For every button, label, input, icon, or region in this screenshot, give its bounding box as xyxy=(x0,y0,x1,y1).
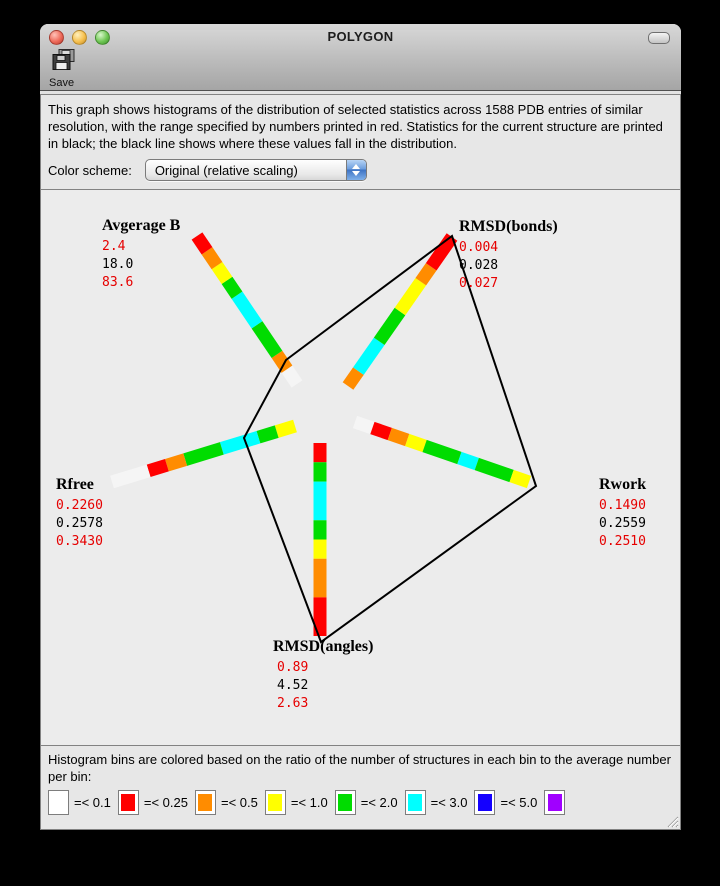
legend-swatch-yellow xyxy=(265,790,286,815)
legend-description: Histogram bins are colored based on the ratio of the number of structures in each bin to the average number per bin: xyxy=(48,752,671,784)
title-bar[interactable] xyxy=(40,24,681,91)
rmsd-bonds-min: 0.004 xyxy=(459,240,499,255)
rmsd-angles-current: 4.52 xyxy=(277,678,309,693)
legend-swatch-blue xyxy=(474,790,495,815)
color-scheme-row xyxy=(41,159,680,181)
rfree-min: 0.2260 xyxy=(56,498,103,513)
legend-item: =< 1.0 xyxy=(265,790,328,815)
legend-item xyxy=(544,790,570,815)
axis-label-rfree: Rfree 0.2260 0.2578 0.3430 xyxy=(56,476,103,549)
rfree-current: 0.2578 xyxy=(56,516,103,531)
axis-label-rmsd-angles: RMSD(angles) 0.89 4.52 2.63 xyxy=(273,638,374,711)
rwork-current: 0.2559 xyxy=(599,516,646,531)
legend-swatch-green xyxy=(335,790,356,815)
description-text: This graph shows histograms of the distribution of selected statistics across 1588 PDB entries of similar resolution, with the range specified by numbers printed in red. Statistics for the current structure are printed in black; the black line shows where these values fall in the distribution. xyxy=(48,102,663,151)
axis-label-average-b: Avgerage B 2.4 18.0 83.6 xyxy=(102,217,181,290)
rfree-max: 0.3430 xyxy=(56,534,103,549)
rwork-min: 0.1490 xyxy=(599,498,646,513)
legend-item: =< 3.0 xyxy=(405,790,468,815)
rmsd-bonds-max: 0.027 xyxy=(459,276,499,291)
resize-grip[interactable] xyxy=(665,814,679,828)
legend-swatch-white xyxy=(48,790,69,815)
dropdown-arrows-icon xyxy=(346,160,366,180)
average-b-current: 18.0 xyxy=(102,257,134,272)
axis-label-rwork: Rwork 0.1490 0.2559 0.2510 xyxy=(599,476,647,549)
legend-swatch-cyan xyxy=(405,790,426,815)
description-panel xyxy=(40,94,681,190)
legend-item: =< 2.0 xyxy=(335,790,398,815)
save-button[interactable] xyxy=(49,49,89,89)
save-button-label: Save xyxy=(49,77,75,89)
color-scheme-label: Color scheme: xyxy=(48,162,132,178)
legend-swatch-purple xyxy=(544,790,565,815)
color-scheme-selected: Original (relative scaling) xyxy=(154,162,298,178)
rmsd-angles-min: 0.89 xyxy=(277,660,309,675)
legend-item: =< 0.25 xyxy=(118,790,188,815)
toolbar-toggle-button[interactable] xyxy=(648,32,670,44)
legend-swatch-red xyxy=(118,790,139,815)
window-title: POLYGON xyxy=(327,29,394,44)
average-b-min: 2.4 xyxy=(102,239,126,254)
legend-item: =< 0.1 xyxy=(48,790,111,815)
polygon-window xyxy=(40,24,681,830)
average-b-max: 83.6 xyxy=(102,275,134,290)
legend-panel xyxy=(40,745,681,830)
rmsd-angles-max: 2.63 xyxy=(277,696,309,711)
rmsd-bonds-current: 0.028 xyxy=(459,258,499,273)
legend-item: =< 5.0 xyxy=(474,790,537,815)
legend-item: =< 0.5 xyxy=(195,790,258,815)
legend-row xyxy=(41,790,680,815)
legend-swatch-orange xyxy=(195,790,216,815)
color-scheme-dropdown[interactable] xyxy=(145,159,367,181)
floppy-disk-icon xyxy=(51,49,89,77)
window-body xyxy=(40,91,681,830)
rwork-max: 0.2510 xyxy=(599,534,646,549)
axis-label-rmsd-bonds: RMSD(bonds) 0.004 0.028 0.027 xyxy=(459,218,558,291)
plot-panel xyxy=(40,189,681,746)
